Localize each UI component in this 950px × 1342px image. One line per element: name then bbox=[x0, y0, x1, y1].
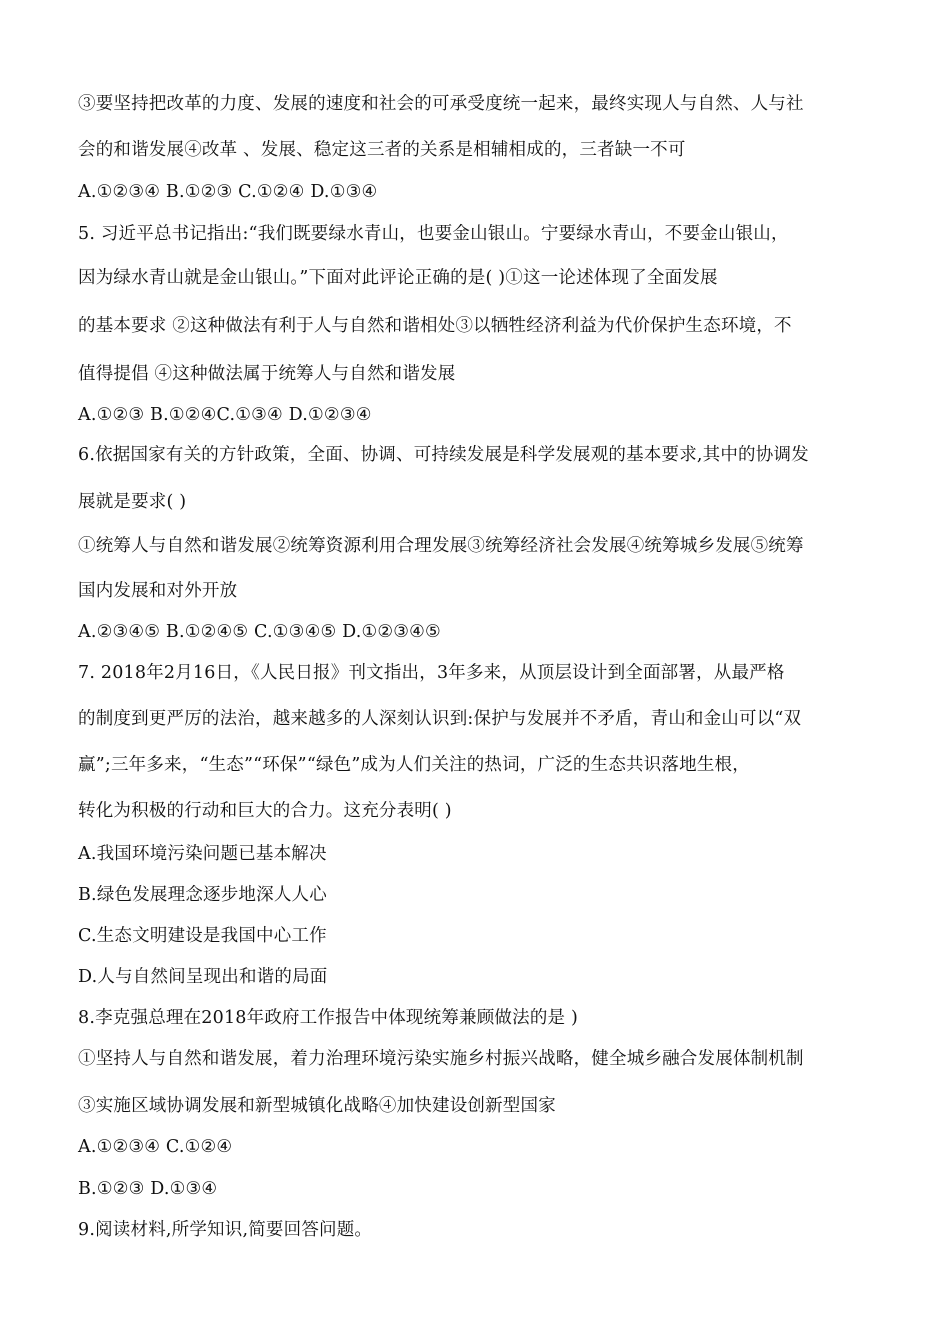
question-8-line-1: 8.李克强总理在2018年政府工作报告中体现统筹兼顾做法的是 ) bbox=[78, 1008, 579, 1028]
answer-options-8-row-2: B.①②③ D.①③④ bbox=[78, 1179, 218, 1199]
text-line-1: ③要坚持把改革的力度、发展的速度和社会的可承受度统一起来，最终实现人与自然、人与社 bbox=[78, 94, 804, 114]
text-line-2: 会的和谐发展④改革 、发展、稳定这三者的关系是相辅相成的，三者缺一不可 bbox=[78, 140, 686, 160]
question-6-line-2: 展就是要求( ) bbox=[78, 492, 187, 512]
question-5-line-2: 因为绿水青山就是金山银山。”下面对此评论正确的是( )①这一论述体现了全面发展 bbox=[78, 268, 718, 288]
question-7-line-4: 转化为积极的行动和巨大的合力。这充分表明( ) bbox=[78, 801, 452, 821]
question-5-line-4: 值得提倡 ④这种做法属于统筹人与自然和谐发展 bbox=[78, 364, 456, 384]
question-8-line-2: ①坚持人与自然和谐发展，着力治理环境污染实施乡村振兴战略，健全城乡融合发展体制机制 bbox=[78, 1049, 804, 1069]
question-7-line-3: 赢”;三年多来，“生态”“环保”“绿色”成为人们关注的热词，广泛的生态共识落地生根， bbox=[78, 755, 750, 775]
answer-options-5: A.①②③ B.①②④C.①③④ D.①②③④ bbox=[78, 405, 372, 425]
answer-options-6: A.②③④⑤ B.①②④⑤ C.①③④⑤ D.①②③④⑤ bbox=[78, 622, 441, 642]
question-5-line-1: 5. 习近平总书记指出:“我们既要绿水青山，也要金山银山。宁要绿水青山，不要金山银山， bbox=[78, 224, 789, 244]
question-7-option-b: B.绿色发展理念逐步地深人人心 bbox=[78, 885, 327, 905]
question-7-option-a: A.我国环境污染问题已基本解决 bbox=[78, 844, 327, 864]
question-5-line-3: 的基本要求 ②这种做法有利于人与自然和谐相处③以牺牲经济利益为代价保护生态环境，不 bbox=[78, 316, 792, 336]
question-9-line-1: 9.阅读材料,所学知识,简要回答问题。 bbox=[78, 1220, 373, 1240]
question-6-line-3: ①统筹人与自然和谐发展②统筹资源利用合理发展③统筹经济社会发展④统筹城乡发展⑤统筹 bbox=[78, 536, 804, 556]
question-6-line-1: 6.依据国家有关的方针政策，全面、协调、可持续发展是科学发展观的基本要求,其中的协调发 bbox=[78, 445, 809, 465]
question-6-line-4: 国内发展和对外开放 bbox=[78, 581, 238, 601]
answer-options-4: A.①②③④ B.①②③ C.①②④ D.①③④ bbox=[78, 182, 378, 202]
question-7-line-2: 的制度到更严厉的法治，越来越多的人深刻认识到:保护与发展并不矛盾，青山和金山可以“双 bbox=[78, 709, 802, 729]
question-7-option-c: C.生态文明建设是我国中心工作 bbox=[78, 926, 327, 946]
question-8-line-3: ③实施区域协调发展和新型城镇化战略④加快建设创新型国家 bbox=[78, 1096, 556, 1116]
question-7-line-1: 7. 2018年2月16日，《人民日报》刊文指出，3年多来，从顶层设计到全面部署，从最严格 bbox=[78, 663, 785, 683]
question-7-option-d: D.人与自然间呈现出和谐的局面 bbox=[78, 967, 328, 987]
answer-options-8-row-1: A.①②③④ C.①②④ bbox=[78, 1137, 233, 1157]
